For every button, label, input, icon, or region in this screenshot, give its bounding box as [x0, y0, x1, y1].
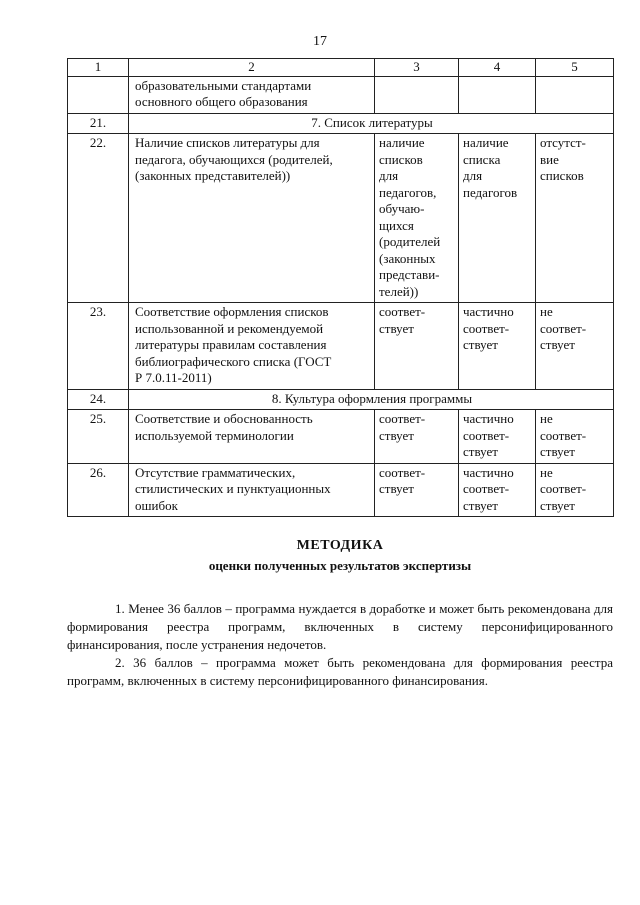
- section-row: [68, 389, 614, 410]
- cell-line: (законных: [379, 250, 436, 266]
- continuation-num-cell: [68, 76, 129, 113]
- methodology-title: МЕТОДИКА: [296, 538, 384, 553]
- cell-line: ствует: [463, 497, 498, 513]
- cell-line: отсутст-: [540, 135, 586, 150]
- criteria-table: [67, 58, 614, 517]
- cell-line: соответ-: [463, 320, 510, 336]
- section-title: 7. Список литературы: [129, 113, 614, 134]
- cell-line: обучаю-: [379, 201, 425, 216]
- page-number: 17: [313, 34, 327, 49]
- methodology-subtitle: оценки полученных результатов экспертизы: [208, 558, 472, 573]
- header-cell: 2: [129, 59, 375, 77]
- cell-line: литературы правилам составления: [135, 337, 327, 352]
- table-header-row: [68, 59, 614, 77]
- cell-line: частично: [463, 464, 514, 480]
- methodology-section: [67, 538, 613, 690]
- col4-cell: [459, 410, 536, 464]
- cell-line: библиографического списка (ГОСТ: [135, 353, 332, 369]
- col5-cell: [536, 410, 614, 464]
- cell-line: не: [540, 411, 553, 426]
- cell-line: телей)): [379, 283, 419, 299]
- cell-line: ошибок: [135, 497, 178, 513]
- table-row: [68, 410, 614, 464]
- cell-line: вие: [540, 151, 559, 167]
- cell-line: соответ-: [379, 411, 426, 426]
- cell-line: соответ-: [379, 464, 426, 480]
- col3-cell: [375, 303, 459, 390]
- header-cell: 1: [68, 59, 129, 77]
- cell-line: педагогов,: [379, 184, 437, 200]
- continuation-text-cell: [129, 76, 375, 113]
- cell-line: ствует: [463, 337, 498, 352]
- criterion-cell: [129, 303, 375, 390]
- cell-line: (родителей: [379, 234, 441, 249]
- header-cell: 4: [459, 59, 536, 77]
- table-row: [68, 134, 614, 303]
- col3-cell: [375, 463, 459, 517]
- cell-line: стилистических и пунктуационных: [135, 481, 331, 496]
- col3-cell: [375, 410, 459, 464]
- empty-cell: [536, 76, 614, 113]
- col4-cell: [459, 303, 536, 390]
- empty-cell: [459, 76, 536, 113]
- row-number: 22.: [68, 134, 129, 303]
- cell-line: для: [379, 168, 399, 183]
- cell-line: Отсутствие грамматических,: [135, 464, 296, 480]
- cell-line: для: [463, 168, 483, 183]
- criterion-cell: [129, 410, 375, 464]
- cell-line: ствует: [540, 337, 575, 352]
- col4-cell: [459, 463, 536, 517]
- header-cell: 5: [536, 59, 614, 77]
- cell-line: списков: [379, 151, 423, 167]
- cell-line: соответ-: [540, 481, 587, 496]
- cell-line: Наличие списков литературы для: [135, 135, 320, 150]
- row-number: 24.: [68, 389, 129, 410]
- criterion-cell: [129, 134, 375, 303]
- cell-line: Соответствие оформления списков: [135, 304, 329, 319]
- cell-line: использованной и рекомендуемой: [135, 320, 324, 336]
- cell-line: педагога, обучающихся (родителей,: [135, 151, 333, 167]
- cell-line: соответ-: [379, 304, 426, 319]
- continuation-line: образовательными стандартами: [135, 77, 312, 93]
- methodology-paragraph-2: 2. 36 баллов – программа может быть рекомендована для формирования реестра программ, включенных в систему персонифицированного финансирования.: [67, 655, 613, 688]
- cell-line: списков: [540, 168, 584, 183]
- cell-line: используемой терминологии: [135, 427, 294, 443]
- cell-line: не: [540, 464, 553, 480]
- col5-cell: [536, 463, 614, 517]
- cell-line: наличие: [463, 135, 509, 150]
- section-row: [68, 113, 614, 134]
- cell-line: списка: [463, 151, 501, 167]
- table-row: [68, 463, 614, 517]
- methodology-paragraph-1: 1. Менее 36 баллов – программа нуждается в доработке и может быть рекомендована для формирования реестра программ, включенных в систему персонифицированного финансирования, после устранения недочетов.: [67, 601, 613, 652]
- cell-line: педагогов: [463, 184, 518, 200]
- cell-line: ствует: [540, 497, 575, 513]
- cell-line: щихся: [379, 217, 414, 233]
- cell-line: соответ-: [540, 427, 587, 443]
- cell-line: представи-: [379, 267, 440, 282]
- cell-line: соответ-: [463, 427, 510, 443]
- col4-cell: [459, 134, 536, 303]
- row-number: 25.: [68, 410, 129, 464]
- cell-line: не: [540, 304, 553, 319]
- cell-line: ствует: [463, 444, 498, 459]
- header-cell: 3: [375, 59, 459, 77]
- cell-line: частично: [463, 411, 514, 426]
- cell-line: частично: [463, 304, 514, 319]
- cell-line: ствует: [379, 320, 414, 336]
- criterion-cell: [129, 463, 375, 517]
- cell-line: соответ-: [540, 320, 587, 336]
- cell-line: (законных представителей)): [135, 168, 291, 183]
- continuation-line: основного общего образования: [135, 94, 308, 109]
- row-number: 21.: [68, 113, 129, 134]
- cell-line: Р 7.0.11-2011): [135, 370, 212, 385]
- row-number: 26.: [68, 463, 129, 517]
- col5-cell: [536, 134, 614, 303]
- continuation-row: [68, 76, 614, 113]
- table-row: [68, 303, 614, 390]
- section-title: 8. Культура оформления программы: [129, 389, 614, 410]
- cell-line: ствует: [540, 444, 575, 459]
- cell-line: соответ-: [463, 481, 510, 496]
- cell-line: Соответствие и обоснованность: [135, 411, 313, 426]
- col5-cell: [536, 303, 614, 390]
- cell-line: ствует: [379, 427, 414, 443]
- cell-line: ствует: [379, 481, 414, 496]
- col3-cell: [375, 134, 459, 303]
- cell-line: наличие: [379, 135, 425, 150]
- empty-cell: [375, 76, 459, 113]
- row-number: 23.: [68, 303, 129, 390]
